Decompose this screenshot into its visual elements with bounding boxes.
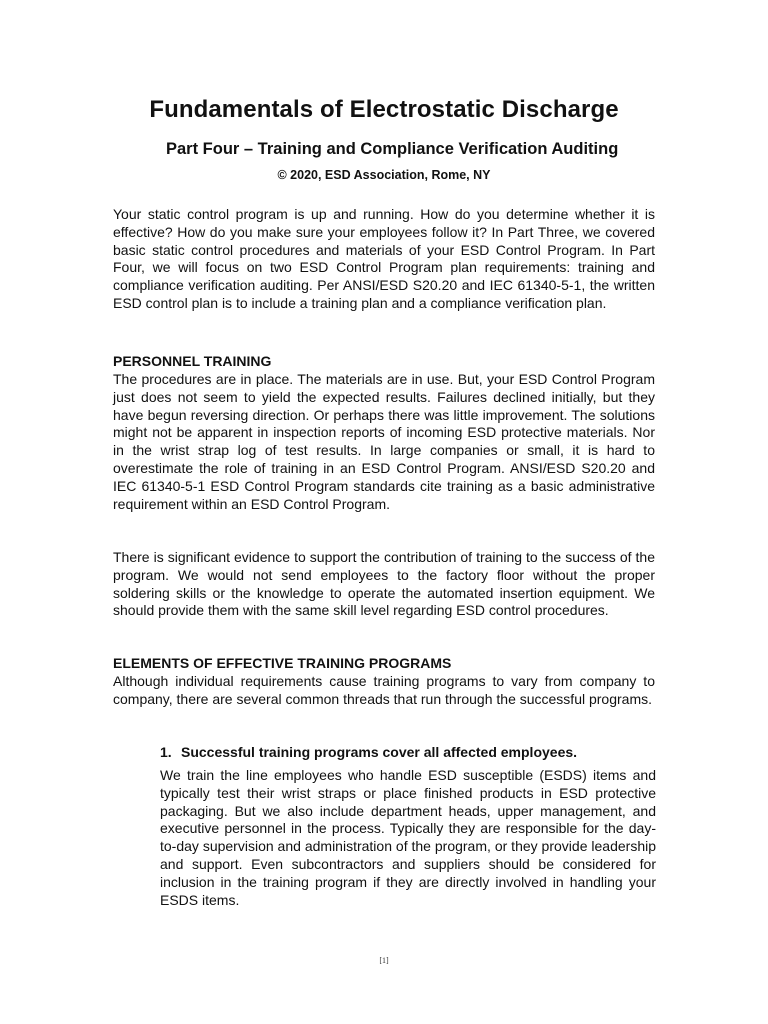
page-number: [1] [379, 956, 389, 965]
section-heading-elements-of-effective-training: ELEMENTS OF EFFECTIVE TRAINING PROGRAMS [113, 655, 452, 671]
personnel-training-paragraph-1: The procedures are in place. The materials are in use. But, your ESD Control Program just does not seem to yield the expected results. Failures declined initially, but they have begun reversing direction. Or perhaps there was little improvement. The solutions might not be apparent in inspection reports of incoming ESD protective materials. Nor in the wrist strap log of test results. In large companies or small, it is hard to overestimate the role of training in an ESD Control Program. ANSI/ESD S20.20 and IEC 61340-5-1 ESD Control Program standards cite training as a basic administrative requirement within an ESD Control Program. [113, 371, 655, 512]
section-heading-personnel-training: PERSONNEL TRAINING [113, 353, 272, 369]
intro-paragraph: Your static control program is up and running. How do you determine whether it is effective? How do you make sure your employees follow it? In Part Three, we covered basic static control procedures and materials of your ESD Control Program. In Part Four, we will focus on two ESD Control Program plan requirements: training and compliance verification auditing. Per ANSI/ESD S20.20 and IEC 61340-5-1, the written ESD control plan is to include a training plan and a compliance verification plan. [113, 206, 655, 311]
personnel-training-paragraph-2: There is significant evidence to support the contribution of training to the success of the program. We would not send employees to the factory floor without the proper soldering skills or the knowledge to operate the automated insertion equipment. We should provide them with the same skill level regarding ESD control procedures. [113, 549, 655, 619]
copyright-notice: © 2020, ESD Association, Rome, NY [277, 168, 491, 182]
list-item-1-number: 1. [160, 744, 172, 760]
document-title: Fundamentals of Electrostatic Discharge [149, 96, 619, 123]
list-item-1-body: We train the line employees who handle ESD susceptible (ESDS) items and typically test their wrist straps or place finished products in ESD protective packaging. But we also include department heads, upper management, and executive personnel in the process. Typically they are responsible for the day-to-day supervision and administration of the program, or they provide leadership and support. Even subcontractors and suppliers should be considered for inclusion in the training program if they are directly involved in handling your ESDS items. [160, 767, 656, 908]
elements-paragraph: Although individual requirements cause training programs to vary from company to company, there are several common threads that run through the successful programs. [113, 673, 655, 707]
list-item-1-heading: Successful training programs cover all affected employees. [181, 744, 578, 760]
document-subtitle: Part Four – Training and Compliance Verification Auditing [166, 140, 619, 158]
list-item-1-title [160, 744, 577, 762]
